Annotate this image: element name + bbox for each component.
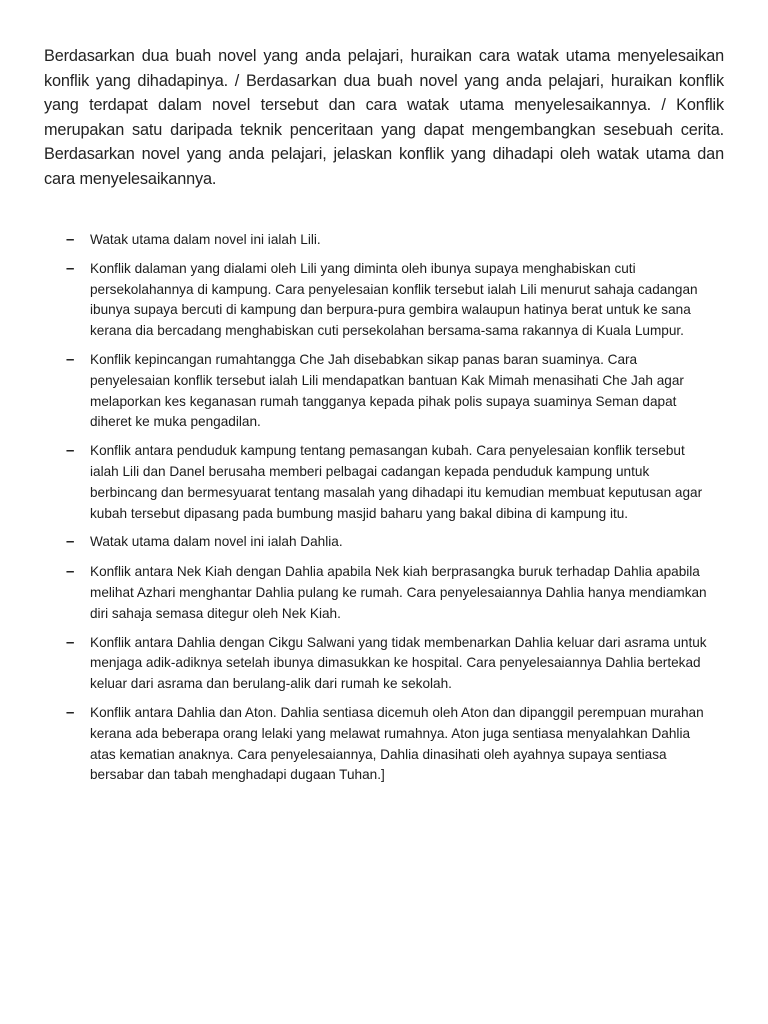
answer-text: Watak utama dalam novel ini ialah Dahlia. [90, 534, 343, 550]
dash-bullet-icon: – [66, 703, 75, 721]
dash-bullet-icon: – [66, 633, 75, 651]
answer-item [66, 703, 716, 786]
dash-bullet-icon: – [66, 231, 75, 248]
answer-item [66, 259, 716, 342]
answer-text: Konflik antara Dahlia dan Aton. Dahlia sentiasa dicemuh oleh Aton dan dipanggil perempuan murahan kerana ada beberapa orang lelaki yang melawat rumahnya. Aton juga sentiasa menyalahkan Dahlia atas kematian anaknya. Cara penyelesaiannya, Dahlia dinasihati oleh ayahnya supaya sentiasa bersabar dan tabah menghadapi dugaan Tuhan.] [90, 704, 704, 783]
answer-item [66, 350, 716, 433]
answer-item [66, 633, 716, 695]
dash-bullet-icon: – [66, 259, 75, 277]
answer-item [66, 441, 716, 524]
answer-item [66, 230, 716, 251]
answer-item [66, 532, 716, 553]
answer-text: Konflik dalaman yang dialami oleh Lili yang diminta oleh ibunya supaya menghabiskan cuti persekolahannya di kampung. Cara penyelesaian konflik tersebut ialah Lili menurut sahaja cadangan ibunya supaya bercuti di kampung dan berpura-pura gembira walaupun hatinya berat untuk ke sana kerana dia bercadang menghabiskan cuti persekolahan bersama-sama rakannya di Kuala Lumpur. [90, 260, 698, 339]
answer-text: Konflik kepincangan rumahtangga Che Jah disebabkan sikap panas baran suaminya. Cara penyelesaian konflik tersebut ialah Lili mendapatkan bantuan Kak Mimah menasihati Che Jah agar melaporkan kes keganasan rumah tangganya kepada pihak polis supaya suaminya Seman dapat diheret ke muka pengadilan. [90, 351, 684, 430]
dash-bullet-icon: – [66, 533, 75, 551]
dash-bullet-icon: – [66, 563, 75, 581]
dash-bullet-icon: – [66, 442, 75, 460]
answer-text: Konflik antara penduduk kampung tentang pemasangan kubah. Cara penyelesaian konflik tersebut ialah Lili dan Danel berusaha memberi pelbagai cadangan kepada penduduk kampung untuk berbincang dan bermesyuarat tentang masalah yang dihadapi itu kemudian membuat keputusan agar kubah tersebut dipasang pada bumbung masjid baharu yang bakal dibina di kampung itu. [90, 443, 703, 521]
answer-text: Watak utama dalam novel ini ialah Lili. [90, 232, 321, 247]
answer-list [66, 230, 716, 794]
answer-text: Konflik antara Dahlia dengan Cikgu Salwani yang tidak membenarkan Dahlia keluar dari asrama untuk menjaga adik-adiknya setelah ibunya dimasukkan ke hospital. Cara penyelesaiannya Dahlia bertekad keluar dari asrama dan berulang-alik dari rumah ke sekolah. [90, 634, 707, 692]
answer-text: Konflik antara Nek Kiah dengan Dahlia apabila Nek kiah berprasangka buruk terhadap Dahlia apabila melihat Azhari menghantar Dahlia pulang ke rumah. Cara penyelesaiannya Dahlia hanya mendiamkan diri sahaja semasa ditegur oleh Nek Kiah. [90, 564, 707, 621]
answer-item [66, 562, 716, 624]
essay-question: Berdasarkan dua buah novel yang anda pelajari, huraikan cara watak utama menyelesaikan konflik yang dihadapinya. / Berdasarkan dua buah novel yang anda pelajari, huraikan konflik yang terdapat dalam novel tersebut dan cara watak utama menyelesaikannya. / Konflik merupakan satu daripada teknik penceritaan yang dapat mengembangkan sesebuah cerita. Berdasarkan novel yang anda pelajari, jelaskan konflik yang dihadapi oleh watak utama dan cara menyelesaikannya. [44, 47, 724, 188]
dash-bullet-icon: – [66, 350, 75, 368]
